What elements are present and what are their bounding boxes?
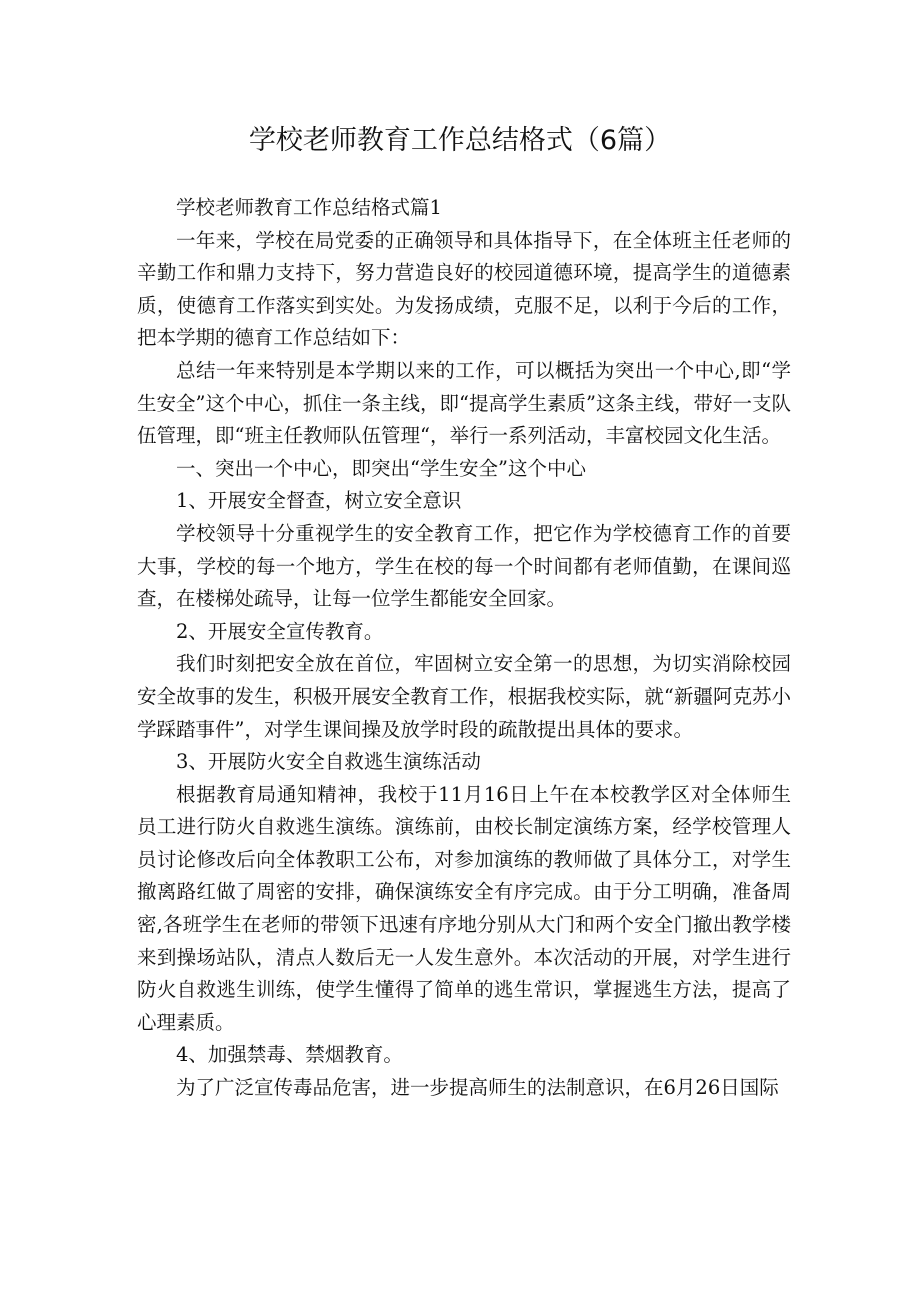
document-body [137,192,791,1105]
paragraph-anti-drug: 为了广泛宣传毒品危害，进一步提高师生的法制意识，在6月26日国际 [176,1076,779,1100]
document-title: 学校老师教育工作总结格式（6篇） [248,125,672,156]
paragraph-safety-inspection: 学校领导十分重视学生的安全教育工作，把它作为学校德育工作的首要大事，学校的每一个地方，学生在校的每一个时间都有老师值勤，在课间巡查，在楼梯处疏导，让每一位学生都能安全回家。 [137,521,791,611]
paragraph-safety-education: 我们时刻把安全放在首位，牢固树立安全第一的思想，为切实消除校园安全故事的发生，积极开展安全教育工作，根据我校实际，就“新疆阿克苏小学踩踏事件”，对学生课间操及放学时段的疏散提出具体的要求。 [137,652,791,741]
paragraph-fire-drill: 根据教育局通知精神，我校于11月16日上午在本校教学区对全体师生员工进行防火自救逃生演练。演练前，由校长制定演练方案，经学校管理人员讨论修改后向全体教职工公布，对参加演练的教师做了具体分工，对学生撤离路红做了周密的安排，确保演练安全有序完成。由于分工明确，准备周密,各班学生在老师的带领下迅速有序地分别从大门和两个安全门撤出教学楼来到操场站队，清点人数后无一人发生意外。本次活动的开展，对学生进行防火自救逃生训练，使学生懂得了简单的逃生常识，掌握逃生方法，提高了心理素质。 [137,782,791,1034]
paragraph-summary: 总结一年来特别是本学期以来的工作，可以概括为突出一个中心,即“学生安全”这个中心，抓住一条主线，即“提高学生素质”这条主线，带好一支队伍管理，即“班主任教师队伍管理“，举行一系列活动，丰富校园文化生活。 [137,358,791,448]
paragraph-intro: 一年来，学校在局党委的正确领导和具体指导下，在全体班主任老师的辛勤工作和鼎力支持下，努力营造良好的校园道德环境，提高学生的道德素质，使德育工作落实到实处。为发扬成绩，克服不足，以利于今后的工作，把本学期的德育工作总结如下： [137,228,791,350]
subheading-3: 3、开展防火安全自救逃生演练活动 [176,750,481,774]
heading-part-one: 一、突出一个中心，即突出“学生安全”这个中心 [176,456,586,480]
subheading-2: 2、开展安全宣传教育。 [176,619,384,643]
subheading-4: 4、加强禁毒、禁烟教育。 [176,1043,403,1067]
subheading-1: 1、开展安全督查，树立安全意识 [176,489,462,513]
section-heading: 学校老师教育工作总结格式篇1 [176,196,442,219]
